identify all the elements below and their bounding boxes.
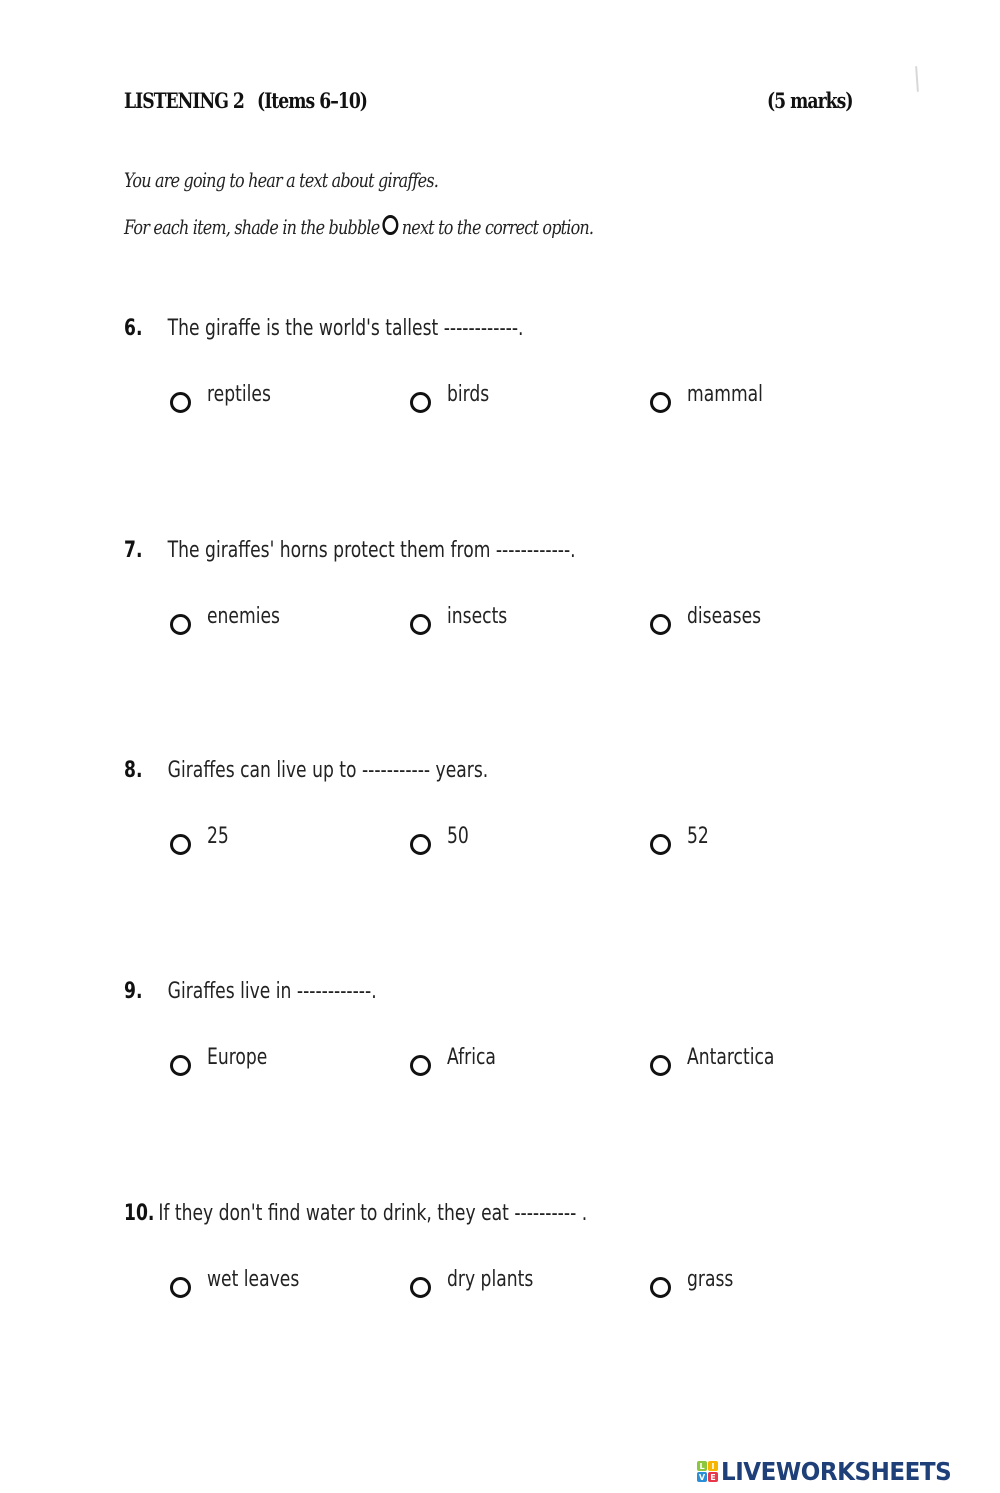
option-label: mammal: [687, 382, 763, 407]
instruction-line-2: [124, 215, 593, 239]
radio-bubble-icon[interactable]: [650, 1277, 671, 1298]
option-africa[interactable]: [410, 1045, 510, 1076]
logo-letter-i: I: [708, 1461, 718, 1471]
bubble-icon: [383, 215, 399, 235]
question-stem: Giraffes can live up to ----------- years.: [167, 758, 489, 783]
logo-letter-l: L: [697, 1461, 707, 1471]
option-label: Africa: [447, 1045, 496, 1070]
radio-bubble-icon[interactable]: [650, 392, 671, 413]
option-birds[interactable]: [410, 382, 501, 413]
option-label: wet leaves: [207, 1267, 300, 1292]
section-marks: (5 marks): [767, 88, 853, 113]
radio-bubble-icon[interactable]: [170, 392, 191, 413]
option-group: [170, 1045, 870, 1081]
option-grass[interactable]: [650, 1267, 746, 1298]
option-label: enemies: [207, 604, 280, 629]
radio-bubble-icon[interactable]: [410, 1055, 431, 1076]
instruction-line-1: You are going to hear a text about giraffes.: [124, 168, 439, 192]
option-label: dry plants: [447, 1267, 534, 1292]
radio-bubble-icon[interactable]: [170, 1277, 191, 1298]
option-wet-leaves[interactable]: [170, 1267, 325, 1298]
option-label: reptiles: [207, 382, 271, 407]
section-name: LISTENING 2: [124, 88, 244, 113]
option-label: 25: [207, 824, 229, 849]
question-text: [124, 538, 717, 563]
question-number: 8.: [124, 758, 143, 783]
option-label: birds: [447, 382, 490, 407]
option-dry-plants[interactable]: [410, 1267, 558, 1298]
question-text: [124, 979, 717, 1004]
option-group: [170, 382, 870, 418]
question-stem: The giraffes' horns protect them from ------------.: [167, 538, 576, 563]
live-logo-icon: [697, 1461, 718, 1482]
option-group: [170, 1267, 870, 1303]
radio-bubble-icon[interactable]: [650, 834, 671, 855]
option-group: [170, 824, 870, 860]
radio-bubble-icon[interactable]: [410, 614, 431, 635]
section-title: [124, 88, 367, 113]
radio-bubble-icon[interactable]: [410, 834, 431, 855]
option-25[interactable]: [170, 824, 235, 855]
question-number: 9.: [124, 979, 143, 1004]
radio-bubble-icon[interactable]: [650, 1055, 671, 1076]
radio-bubble-icon[interactable]: [170, 834, 191, 855]
section-items: (Items 6–10): [257, 88, 367, 113]
logo-letter-e: E: [708, 1472, 718, 1482]
option-group: [170, 604, 870, 640]
question-text: [124, 1201, 717, 1226]
instruction-text-after: next to the correct option.: [401, 215, 594, 239]
question-text: [124, 758, 717, 783]
option-52[interactable]: [650, 824, 715, 855]
question-9: [124, 979, 884, 1070]
question-stem: Giraffes live in ------------.: [167, 979, 377, 1004]
option-label: Europe: [207, 1045, 268, 1070]
radio-bubble-icon[interactable]: [410, 1277, 431, 1298]
radio-bubble-icon[interactable]: [650, 614, 671, 635]
radio-bubble-icon[interactable]: [170, 1055, 191, 1076]
question-number: 10.: [124, 1201, 155, 1226]
radio-bubble-icon[interactable]: [170, 614, 191, 635]
question-number: 6.: [124, 316, 143, 341]
logo-letter-v: V: [698, 1472, 706, 1482]
brand-name: LIVEWORKSHEETS: [721, 1457, 952, 1486]
option-label: grass: [687, 1267, 734, 1292]
option-label: diseases: [687, 604, 762, 629]
option-label: Antarctica: [687, 1045, 775, 1070]
question-text: [124, 316, 717, 341]
question-8: [124, 758, 884, 849]
option-50[interactable]: [410, 824, 475, 855]
option-label: insects: [447, 604, 508, 629]
question-stem: If they don't find water to drink, they eat ---------- .: [158, 1201, 588, 1226]
option-insects[interactable]: [410, 604, 524, 635]
option-label: 52: [687, 824, 709, 849]
question-7: [124, 538, 884, 629]
question-stem: The giraffe is the world's tallest ------------.: [167, 316, 524, 341]
option-enemies[interactable]: [170, 604, 301, 635]
radio-bubble-icon[interactable]: [410, 392, 431, 413]
option-label: 50: [447, 824, 469, 849]
option-diseases[interactable]: [650, 604, 782, 635]
liveworksheets-branding: [697, 1457, 971, 1486]
instruction-text-before: For each item, shade in the bubble: [124, 215, 380, 239]
option-antarctica[interactable]: [650, 1045, 799, 1076]
option-europe[interactable]: [170, 1045, 284, 1076]
option-mammal[interactable]: [650, 382, 784, 413]
option-reptiles[interactable]: [170, 382, 289, 413]
question-10: [124, 1201, 884, 1292]
question-6: [124, 316, 884, 407]
page-mark: [915, 66, 919, 92]
question-number: 7.: [124, 538, 143, 563]
